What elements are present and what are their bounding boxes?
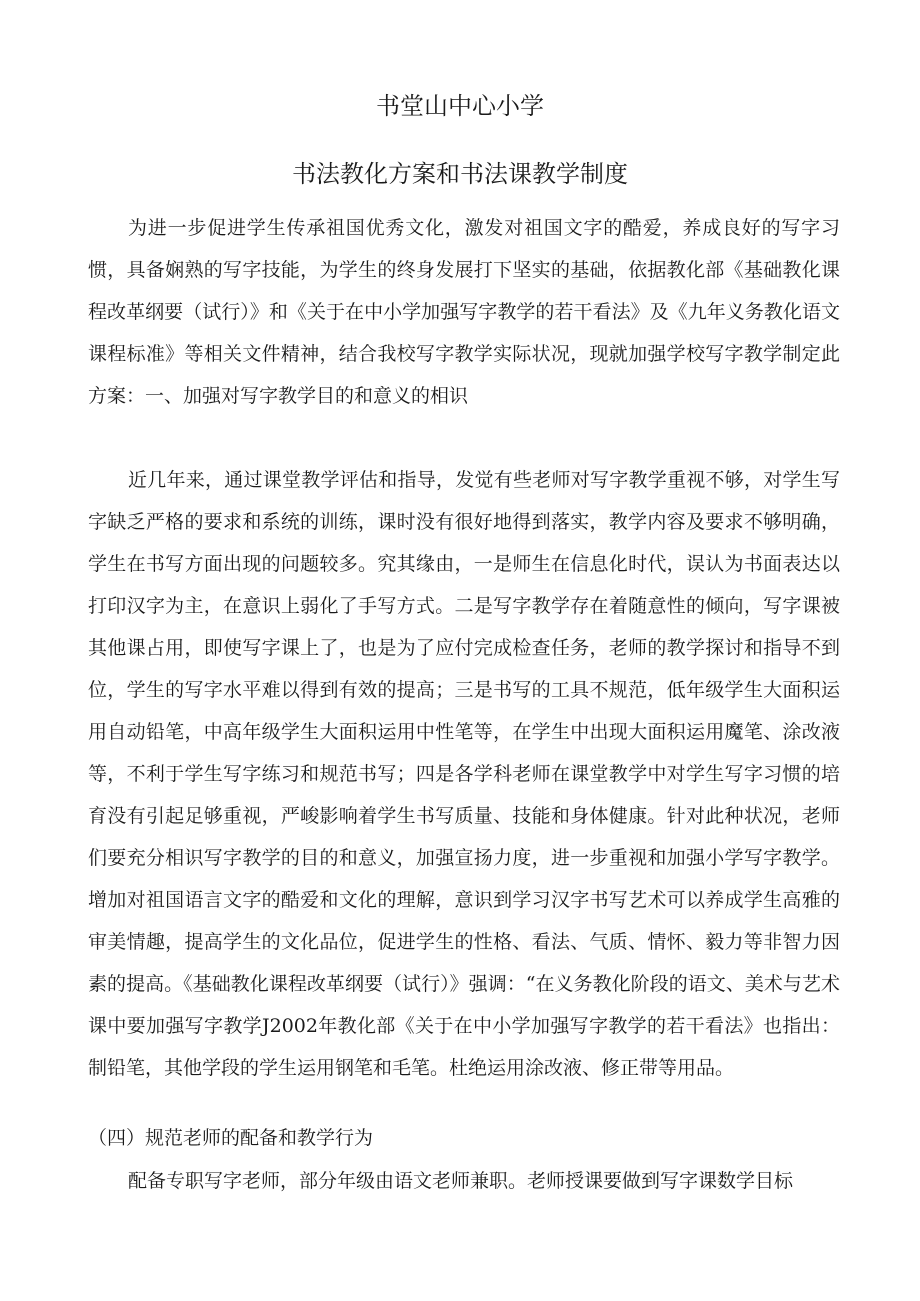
school-name: 书堂山中心小学	[376, 92, 544, 120]
section-heading: （四）规范老师的配备和教学行为	[88, 1127, 374, 1149]
paragraph-intro: 为进一步促进学生传承祖国优秀文化，激发对祖国文字的酷爱，养成良好的写字习惯，具备娴熟的写字技能，为学生的终身发展打下坚实的基础，依据教化部《基础教化课程改革纲要（试行）》和《关于在中小学加强写字教学的若干看法》及《九年义务教化语文课程标准》等相关文件精神，结合我校写字教学实际状况，现就加强学校写字教学制定此方案：一、加强对写字教学目的和意义的相识	[88, 217, 840, 407]
document-title: 书法教化方案和书法课教学制度	[292, 160, 628, 188]
paragraph-teacher-staffing: 配备专职写字老师，部分年级由语文老师兼职。老师授课要做到写字课数学目标	[128, 1170, 794, 1192]
paragraph-analysis: 近几年来，通过课堂教学评估和指导，发觉有些老师对写字教学重视不够，对学生写字缺乏严格的要求和系统的训练，课时没有很好地得到落实，教学内容及要求不够明确，学生在书写方面出现的问题较多。究其缘由，一是师生在信息化时代，误认为书面表达以打印汉字为主，在意识上弱化了手写方式。二是写字教学存在着随意性的倾向，写字课被其他课占用，即使写字课上了，也是为了应付完成检查任务，老师的教学探讨和指导不到位，学生的写字水平难以得到有效的提高；三是书写的工具不规范，低年级学生大面积运用自动铅笔，中高年级学生大面积运用中性笔等，在学生中出现大面积运用魔笔、涂改液等，不利于学生写字练习和规范书写；四是各学科老师在课堂教学中对学生写字习惯的培育没有引起足够重视，严峻影响着学生书写质量、技能和身体健康。针对此种状况，老师们要充分相识写字教学的目的和意义，加强宣扬力度，进一步重视和加强小学写字教学。增加对祖国语言文字的酷爱和文化的理解，意识到学习汉字书写艺术可以养成学生高雅的审美情趣，提高学生的文化品位，促进学生的性格、看法、气质、情怀、毅力等非智力因素的提高。《基础教化课程改革纲要（试行）》强调：“在义务教化阶段的语文、美术与艺术课中要加强写字教学J2002年教化部《关于在中小学加强写字教学的若干看法》也指出：制铅笔，其他学段的学生运用钢笔和毛笔。杜绝运用涂改液、修正带等用品。	[88, 469, 840, 1079]
